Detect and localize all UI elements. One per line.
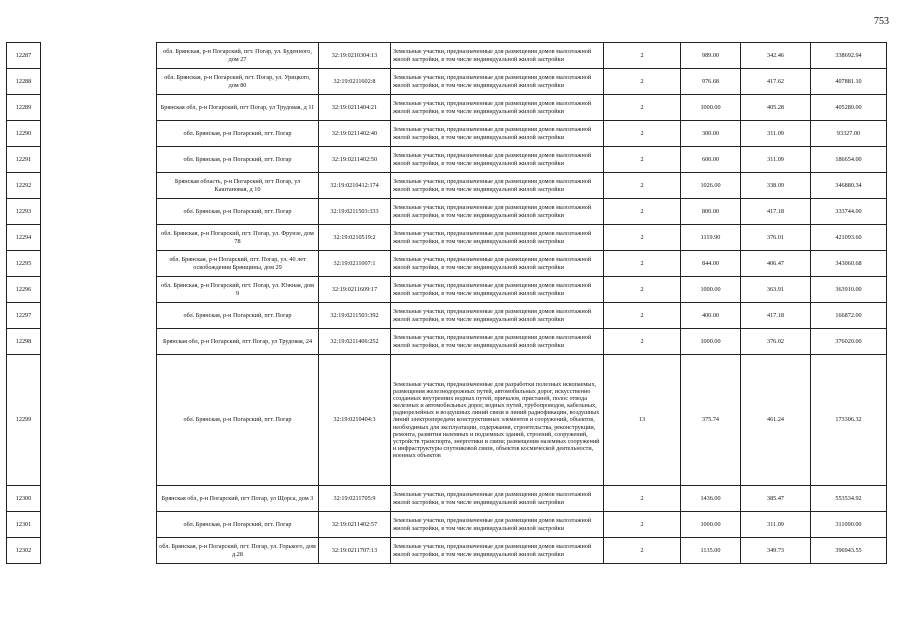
table-row xyxy=(7,512,887,538)
address-cell: обл. Брянская, р-н Погарский, пгт. Погар xyxy=(157,199,319,225)
specific-value-cell: 405.28 xyxy=(741,95,811,121)
row-id-cell: 12301 xyxy=(7,512,41,538)
cadastral-value-cell: 338692.94 xyxy=(811,43,887,69)
specific-value-cell: 349.73 xyxy=(741,538,811,564)
address-cell: обл. Брянская, р-н Погарский, пгт. Погар, ул. Урицкого, дом 80 xyxy=(157,69,319,95)
address-cell: обл. Брянская, р-н Погарский, пгт. Погар xyxy=(157,147,319,173)
use-group-cell: 2 xyxy=(604,538,681,564)
cadastral-number-cell: 32:19:0211402:57 xyxy=(319,512,391,538)
area-cell: 1135.00 xyxy=(681,538,741,564)
specific-value-cell: 311.09 xyxy=(741,147,811,173)
table-row xyxy=(7,486,887,512)
column-gap xyxy=(41,95,157,121)
area-cell: 1000.00 xyxy=(681,277,741,303)
area-cell: 600.00 xyxy=(681,147,741,173)
cadastral-number-cell: 32:19:0211705:9 xyxy=(319,486,391,512)
row-id-cell: 12297 xyxy=(7,303,41,329)
specific-value-cell: 342.46 xyxy=(741,43,811,69)
table-row xyxy=(7,147,887,173)
cadastral-number-cell: 32:19:0210404:3 xyxy=(319,355,391,486)
cadastral-value-cell: 363910.00 xyxy=(811,277,887,303)
row-id-cell: 12288 xyxy=(7,69,41,95)
land-use-cell: Земельные участки, предназначенные для разработки полезных ископаемых, размещения железнодорожных путей, автомобильных дорог, искусственно созданных внутренних водных путей, причалов, пристаней, полос отвода железных и автомобильных дорог, водных путей, трубопроводов, кабельных, радиорелейных и воздушных линий связи и линий радиофикации, воздушных линий электропередачи конструктивных элементов и сооружений, объектов, необходимых для эксплуатации, содержания, строительства, реконструкции, ремонта, развития наземных и подземных зданий, строений, сооружений, устройств транспорта, энергетики и связи; размещения наземных сооружений и инфраструктуры спутниковой связи, объектов космической деятельности, военных объектов xyxy=(391,355,604,486)
land-register-table xyxy=(6,42,887,564)
row-id-cell: 12287 xyxy=(7,43,41,69)
cadastral-value-cell: 376020.00 xyxy=(811,329,887,355)
specific-value-cell: 311.09 xyxy=(741,512,811,538)
area-cell: 989.00 xyxy=(681,43,741,69)
address-cell: обл. Брянская, р-н Погарский, пгт. Погар, ул. 40 лет освобождения Брянщины, дом 29 xyxy=(157,251,319,277)
use-group-cell: 2 xyxy=(604,121,681,147)
land-use-cell: Земельные участки, предназначенные для размещения домов малоэтажной жилой застройки, в том числе индивидуальной жилой застройки xyxy=(391,121,604,147)
row-id-cell: 12296 xyxy=(7,277,41,303)
register-sheet xyxy=(6,42,886,590)
cadastral-number-cell: 32:19:0211406:252 xyxy=(319,329,391,355)
cadastral-number-cell: 32:19:0211503:392 xyxy=(319,303,391,329)
address-cell: обл. Брянская, р-н Погарский, пгт. Погар, ул. Горького, дом д.28 xyxy=(157,538,319,564)
cadastral-value-cell: 186654.00 xyxy=(811,147,887,173)
land-use-cell: Земельные участки, предназначенные для размещения домов малоэтажной жилой застройки, в том числе индивидуальной жилой застройки xyxy=(391,95,604,121)
table-row xyxy=(7,199,887,225)
specific-value-cell: 461.24 xyxy=(741,355,811,486)
cadastral-value-cell: 396943.55 xyxy=(811,538,887,564)
table-row xyxy=(7,277,887,303)
cadastral-number-cell: 32:19:0211707:13 xyxy=(319,538,391,564)
row-id-cell: 12291 xyxy=(7,147,41,173)
specific-value-cell: 376.01 xyxy=(741,225,811,251)
page-number: 753 xyxy=(874,16,889,27)
row-id-cell: 12289 xyxy=(7,95,41,121)
land-use-cell: Земельные участки, предназначенные для размещения домов малоэтажной жилой застройки, в том числе индивидуальной жилой застройки xyxy=(391,512,604,538)
area-cell: 1119.90 xyxy=(681,225,741,251)
cadastral-value-cell: 311090.00 xyxy=(811,512,887,538)
address-cell: Брянская обл, р-н Погарский, пгт Погар, ул Трудовая, 24 xyxy=(157,329,319,355)
area-cell: 1000.00 xyxy=(681,329,741,355)
row-id-cell: 12298 xyxy=(7,329,41,355)
use-group-cell: 2 xyxy=(604,95,681,121)
column-gap xyxy=(41,277,157,303)
cadastral-number-cell: 32:19:0211503:333 xyxy=(319,199,391,225)
column-gap xyxy=(41,486,157,512)
specific-value-cell: 385.47 xyxy=(741,486,811,512)
column-gap xyxy=(41,355,157,486)
cadastral-number-cell: 32:19:0210519:2 xyxy=(319,225,391,251)
specific-value-cell: 417.62 xyxy=(741,69,811,95)
area-cell: 375.74 xyxy=(681,355,741,486)
land-use-cell: Земельные участки, предназначенные для размещения домов малоэтажной жилой застройки, в том числе индивидуальной жилой застройки xyxy=(391,199,604,225)
land-use-cell: Земельные участки, предназначенные для размещения домов малоэтажной жилой застройки, в том числе индивидуальной жилой застройки xyxy=(391,486,604,512)
specific-value-cell: 417.18 xyxy=(741,303,811,329)
specific-value-cell: 311.09 xyxy=(741,121,811,147)
use-group-cell: 2 xyxy=(604,486,681,512)
row-id-cell: 12293 xyxy=(7,199,41,225)
address-cell: обл. Брянская, р-н Погарский, пгт. Погар, ул. Фрунзе, дом 78 xyxy=(157,225,319,251)
cadastral-number-cell: 32:19:0210304:13 xyxy=(319,43,391,69)
cadastral-value-cell: 346880.34 xyxy=(811,173,887,199)
land-use-cell: Земельные участки, предназначенные для размещения домов малоэтажной жилой застройки, в том числе индивидуальной жилой застройки xyxy=(391,329,604,355)
column-gap xyxy=(41,538,157,564)
address-cell: обл. Брянская, р-н Погарский, пгт. Погар xyxy=(157,121,319,147)
land-use-cell: Земельные участки, предназначенные для размещения домов малоэтажной жилой застройки, в том числе индивидуальной жилой застройки xyxy=(391,251,604,277)
table-row xyxy=(7,173,887,199)
table-row xyxy=(7,225,887,251)
column-gap xyxy=(41,225,157,251)
use-group-cell: 2 xyxy=(604,303,681,329)
area-cell: 1436.00 xyxy=(681,486,741,512)
table-row xyxy=(7,329,887,355)
area-cell: 400.00 xyxy=(681,303,741,329)
area-cell: 800.00 xyxy=(681,199,741,225)
row-id-cell: 12300 xyxy=(7,486,41,512)
table-row xyxy=(7,355,887,486)
table-row xyxy=(7,538,887,564)
land-use-cell: Земельные участки, предназначенные для размещения домов малоэтажной жилой застройки, в том числе индивидуальной жилой застройки xyxy=(391,225,604,251)
cadastral-number-cell: 32:19:0210412:174 xyxy=(319,173,391,199)
cadastral-number-cell: 32:19:0211402:50 xyxy=(319,147,391,173)
specific-value-cell: 363.91 xyxy=(741,277,811,303)
address-cell: обл. Брянская, р-н Погарский, пгт. Погар xyxy=(157,303,319,329)
cadastral-value-cell: 93327.00 xyxy=(811,121,887,147)
column-gap xyxy=(41,121,157,147)
table-row xyxy=(7,121,887,147)
specific-value-cell: 338.09 xyxy=(741,173,811,199)
address-cell: обл. Брянская, р-н Погарский, пгт. Погар xyxy=(157,355,319,486)
column-gap xyxy=(41,303,157,329)
cadastral-number-cell: 32:19:0211404:21 xyxy=(319,95,391,121)
use-group-cell: 2 xyxy=(604,329,681,355)
column-gap xyxy=(41,43,157,69)
specific-value-cell: 417.18 xyxy=(741,199,811,225)
cadastral-number-cell: 32:19:0211402:40 xyxy=(319,121,391,147)
table-row xyxy=(7,303,887,329)
column-gap xyxy=(41,69,157,95)
use-group-cell: 2 xyxy=(604,251,681,277)
land-use-cell: Земельные участки, предназначенные для размещения домов малоэтажной жилой застройки, в том числе индивидуальной жилой застройки xyxy=(391,303,604,329)
specific-value-cell: 406.47 xyxy=(741,251,811,277)
area-cell: 1000.00 xyxy=(681,95,741,121)
area-cell: 300.00 xyxy=(681,121,741,147)
table-row xyxy=(7,95,887,121)
table-row xyxy=(7,251,887,277)
cadastral-value-cell: 421093.60 xyxy=(811,225,887,251)
column-gap xyxy=(41,173,157,199)
use-group-cell: 13 xyxy=(604,355,681,486)
column-gap xyxy=(41,512,157,538)
use-group-cell: 2 xyxy=(604,173,681,199)
land-use-cell: Земельные участки, предназначенные для размещения домов малоэтажной жилой застройки, в том числе индивидуальной жилой застройки xyxy=(391,147,604,173)
use-group-cell: 2 xyxy=(604,43,681,69)
area-cell: 976.68 xyxy=(681,69,741,95)
table-row xyxy=(7,69,887,95)
address-cell: Брянская область, р-н Погарский, пгт Погар, ул Каштановая, д 10 xyxy=(157,173,319,199)
row-id-cell: 12295 xyxy=(7,251,41,277)
cadastral-value-cell: 343060.68 xyxy=(811,251,887,277)
address-cell: обл. Брянская, р-н Погарский, пгт. Погар xyxy=(157,512,319,538)
row-id-cell: 12299 xyxy=(7,355,41,486)
cadastral-value-cell: 407881.10 xyxy=(811,69,887,95)
use-group-cell: 2 xyxy=(604,147,681,173)
cadastral-value-cell: 173306.32 xyxy=(811,355,887,486)
land-use-cell: Земельные участки, предназначенные для размещения домов малоэтажной жилой застройки, в том числе индивидуальной жилой застройки xyxy=(391,277,604,303)
use-group-cell: 2 xyxy=(604,225,681,251)
table-body xyxy=(7,43,887,564)
cadastral-value-cell: 166872.00 xyxy=(811,303,887,329)
row-id-cell: 12290 xyxy=(7,121,41,147)
cadastral-value-cell: 553534.92 xyxy=(811,486,887,512)
cadastral-value-cell: 405280.00 xyxy=(811,95,887,121)
cadastral-value-cell: 333744.00 xyxy=(811,199,887,225)
row-id-cell: 12302 xyxy=(7,538,41,564)
table-row xyxy=(7,43,887,69)
column-gap xyxy=(41,147,157,173)
land-use-cell: Земельные участки, предназначенные для размещения домов малоэтажной жилой застройки, в том числе индивидуальной жилой застройки xyxy=(391,69,604,95)
land-use-cell: Земельные участки, предназначенные для размещения домов малоэтажной жилой застройки, в том числе индивидуальной жилой застройки xyxy=(391,538,604,564)
address-cell: Брянская обл, р-н Погарский, пгт Погар, ул Трудовая, д 11 xyxy=(157,95,319,121)
land-use-cell: Земельные участки, предназначенные для размещения домов малоэтажной жилой застройки, в том числе индивидуальной жилой застройки xyxy=(391,43,604,69)
area-cell: 1026.00 xyxy=(681,173,741,199)
use-group-cell: 2 xyxy=(604,277,681,303)
use-group-cell: 2 xyxy=(604,199,681,225)
specific-value-cell: 376.02 xyxy=(741,329,811,355)
use-group-cell: 2 xyxy=(604,512,681,538)
area-cell: 1000.00 xyxy=(681,512,741,538)
cadastral-number-cell: 32:19:0211609:17 xyxy=(319,277,391,303)
row-id-cell: 12294 xyxy=(7,225,41,251)
use-group-cell: 2 xyxy=(604,69,681,95)
row-id-cell: 12292 xyxy=(7,173,41,199)
area-cell: 844.00 xyxy=(681,251,741,277)
address-cell: Брянская обл, р-н Погарский, пгт Погар, ул Щорса, дом 3 xyxy=(157,486,319,512)
address-cell: обл. Брянская, р-н Погарский, пгт. Погар, ул. Южная, дом 9 xyxy=(157,277,319,303)
column-gap xyxy=(41,329,157,355)
cadastral-number-cell: 32:19:0211602:8 xyxy=(319,69,391,95)
column-gap xyxy=(41,199,157,225)
column-gap xyxy=(41,251,157,277)
cadastral-number-cell: 32:19:0211007:1 xyxy=(319,251,391,277)
land-use-cell: Земельные участки, предназначенные для размещения домов малоэтажной жилой застройки, в том числе индивидуальной жилой застройки xyxy=(391,173,604,199)
address-cell: обл. Брянская, р-н Погарский, пгт. Погар, ул. Буденного, дом 27 xyxy=(157,43,319,69)
